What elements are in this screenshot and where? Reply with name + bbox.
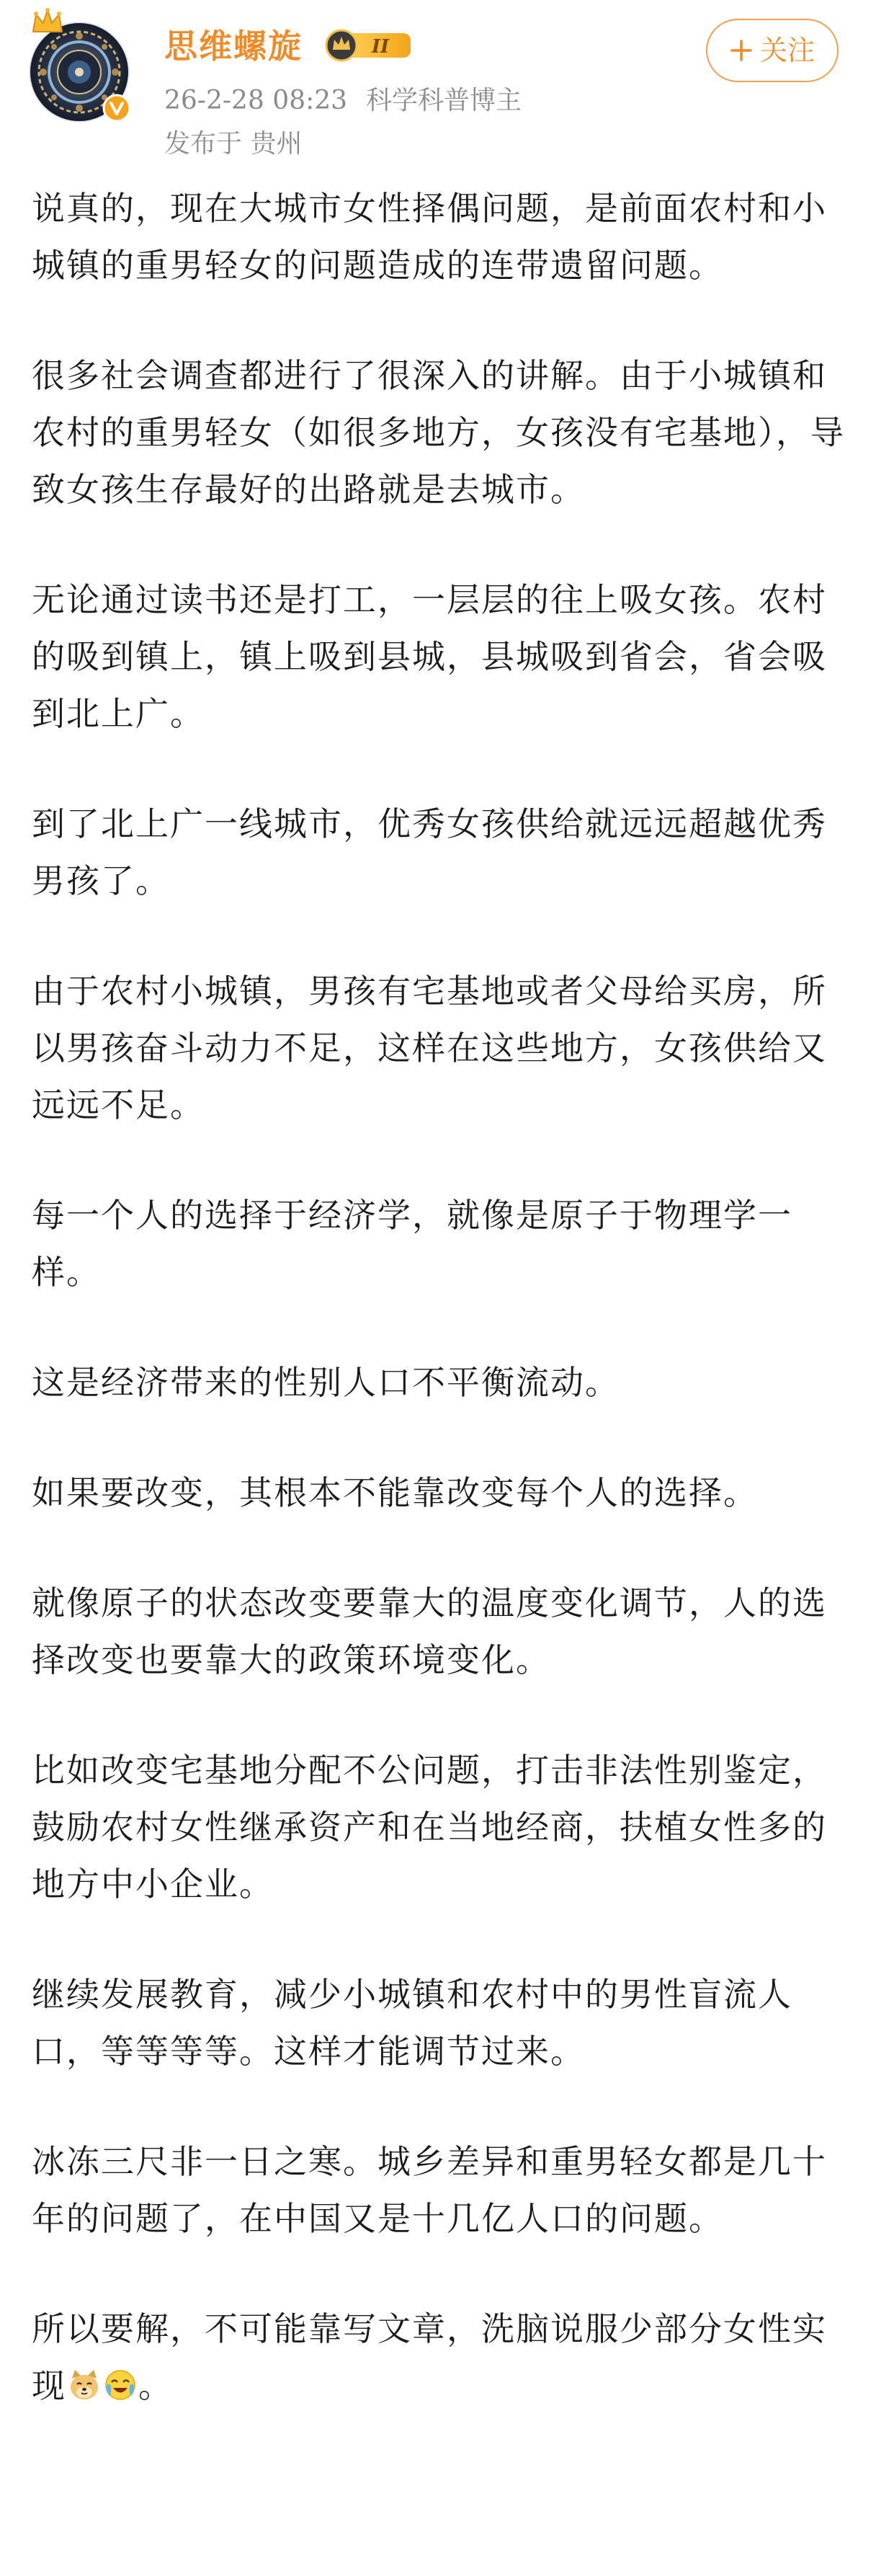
follow-button[interactable]	[706, 19, 839, 82]
crown-icon	[30, 7, 65, 36]
paragraph-3: 无论通过读书还是打工，一层层的往上吸女孩。农村的吸到镇上，镇上吸到县城，县城吸到省会，省会吸到北上广。	[32, 580, 827, 733]
post-header	[0, 0, 876, 180]
paragraph-1: 说真的，现在大城市女性择偶问题，是前面农村和小城镇的重男轻女的问题造成的连带遗留问题。	[32, 189, 827, 285]
paragraph-4: 到了北上广一线城市，优秀女孩供给就远远超越优秀男孩了。	[32, 804, 827, 900]
verified-badge-icon	[102, 94, 131, 123]
paragraph-13	[32, 2301, 853, 2415]
doge-emoji	[68, 2368, 101, 2402]
follow-label: 关注	[759, 35, 815, 66]
paragraph-13-end: 。	[138, 2366, 173, 2405]
paragraph-9: 就像原子的状态改变要靠大的温度变化调节，人的选择改变也要靠大的政策环境变化。	[32, 1584, 827, 1679]
author-tag[interactable]: 科学科普博主	[366, 86, 522, 115]
post-location: 发布于 贵州	[164, 129, 303, 159]
paragraph-5: 由于农村小城镇，男孩有宅基地或者父母给买房，所以男孩奋斗动力不足，这样在这些地方，女孩供给又远远不足。	[32, 972, 827, 1124]
plus-icon	[730, 39, 753, 62]
post-body	[32, 180, 853, 2468]
author-name[interactable]: 思维螺旋	[164, 27, 303, 66]
author-avatar[interactable]	[29, 22, 130, 123]
paragraph-7: 这是经济带来的性别人口不平衡流动。	[32, 1363, 620, 1402]
paragraph-13-text: 所以要解，不可能靠写文章，洗脑说服少部分女性实现	[32, 2309, 827, 2405]
post-meta	[164, 84, 540, 118]
paragraph-6: 每一个人的选择于经济学，就像是原子于物理学一样。	[32, 1196, 792, 1292]
paragraph-11: 继续发展教育，减少小城镇和农村中的男性盲流人口，等等等等。这样才能调节过来。	[32, 1975, 792, 2071]
crying-laugh-emoji	[104, 2368, 137, 2402]
paragraph-10: 比如改变宅基地分配不公问题，打击非法性别鉴定，鼓励农村女性继承资产和在当地经商，扶植女性多的地方中小企业。	[32, 1751, 827, 1904]
post-timestamp: 26-2-28 08:23	[164, 86, 348, 115]
paragraph-12: 冰冻三尺非一日之寒。城乡差异和重男轻女都是几十年的问题了，在中国又是十几亿人口的问题。	[32, 2142, 827, 2238]
paragraph-2: 很多社会调查都进行了很深入的讲解。由于小城镇和农村的重男轻女（如很多地方，女孩没有宅基地），导致女孩生存最好的出路就是去城市。	[32, 356, 845, 509]
vip-level-text: II	[371, 36, 390, 58]
vip-level-badge[interactable]	[323, 27, 415, 62]
paragraph-8: 如果要改变，其根本不能靠改变每个人的选择。	[32, 1473, 758, 1512]
